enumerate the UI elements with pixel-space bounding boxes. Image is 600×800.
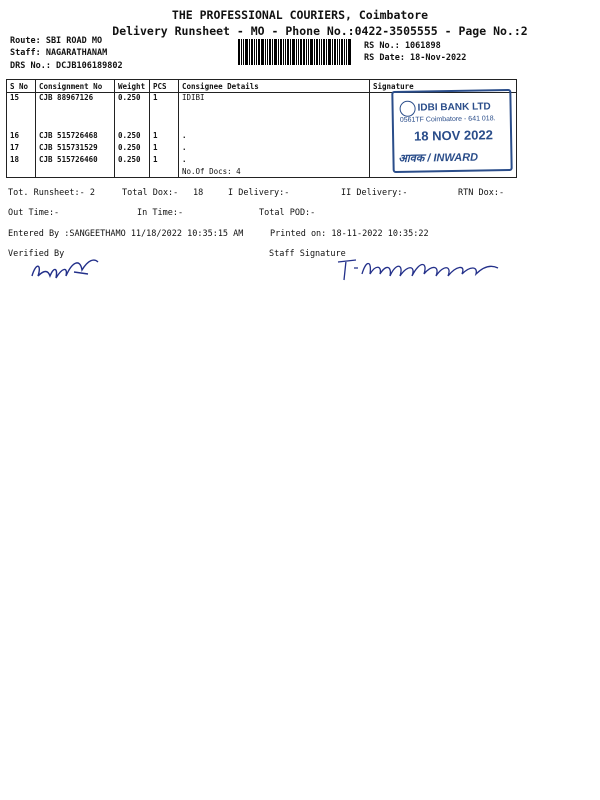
no-of-docs: No.Of Docs: 4 (179, 165, 370, 178)
cell-consignment: CJB 515726460 (36, 153, 115, 165)
cell-weight: 0.250 (115, 141, 150, 153)
tot-runsheet: Tot. Runsheet:- 2 (8, 188, 95, 198)
route-label: Route: SBI ROAD MO (10, 36, 103, 46)
cell-pcs: 1 (150, 129, 179, 141)
cell-sno: 17 (7, 141, 36, 153)
cell-weight: 0.250 (115, 93, 150, 130)
entered-by: Entered By :SANGEETHAMO 11/18/2022 10:35:15 AM (8, 229, 244, 239)
stamp-branch: 0561TF Coimbatore - 641 018. (399, 115, 496, 124)
cell-consignment (36, 165, 115, 178)
staff-signature-label: Staff Signature (269, 249, 346, 259)
cell-consignment: CJB 515731529 (36, 141, 115, 153)
out-time: Out Time:- (8, 208, 60, 218)
staff-label: Staff: NAGARATHANAM (10, 48, 108, 58)
stamp-bank-name: IDBI BANK LTD (417, 101, 491, 114)
verified-by-label: Verified By (8, 249, 65, 259)
verified-signature (28, 248, 108, 288)
cell-sno: 15 (7, 93, 36, 130)
col-header: S No (7, 80, 36, 93)
cell-details: . (179, 153, 370, 165)
bank-logo-icon (399, 101, 415, 117)
rtn-dox: RTN Dox:- (458, 188, 505, 198)
cell-details: IDIBI (179, 93, 370, 130)
printed-on: Printed on: 18-11-2022 10:35:22 (270, 229, 429, 239)
cell-pcs: 1 (150, 153, 179, 165)
col-header: Consignment No (36, 80, 115, 93)
total-dox-value: 18 (193, 188, 204, 198)
cell-weight (115, 165, 150, 178)
cell-consignment: CJB 88967126 (36, 93, 115, 130)
total-dox-label: Total Dox:- (122, 188, 179, 198)
col-header: Weight (115, 80, 150, 93)
cell-details: . (179, 129, 370, 141)
document-title: THE PROFESSIONAL COURIERS, Coimbatore (171, 8, 429, 22)
i-delivery: I Delivery:- (228, 188, 290, 198)
cell-pcs (150, 165, 179, 178)
drs-number: DRS No.: DCJB106189802 (10, 61, 123, 71)
cell-details: . (179, 141, 370, 153)
total-pod: Total POD:- (259, 208, 316, 218)
col-header: PCS (150, 80, 179, 93)
stamp-inward: आवक / INWARD (398, 151, 479, 165)
cell-sno (7, 165, 36, 178)
rs-number: RS No.: 1061898 (364, 41, 441, 51)
bank-inward-stamp (391, 89, 512, 173)
cell-weight: 0.250 (115, 129, 150, 141)
cell-pcs: 1 (150, 141, 179, 153)
cell-weight: 0.250 (115, 153, 150, 165)
cell-sno: 16 (7, 129, 36, 141)
col-header: Signature (370, 80, 517, 93)
cell-sno: 18 (7, 153, 36, 165)
ii-delivery: II Delivery:- (341, 188, 408, 198)
in-time: In Time:- (137, 208, 184, 218)
barcode (238, 39, 358, 65)
runsheet-subtitle: Delivery Runsheet - MO - Phone No.:0422-3505555 - Page No.:2 (112, 24, 528, 38)
col-header: Consignee Details (179, 80, 370, 93)
stamp-date: 18 NOV 2022 (413, 127, 493, 144)
rs-date: RS Date: 18-Nov-2022 (364, 53, 467, 63)
staff-signature (336, 256, 506, 284)
cell-pcs: 1 (150, 93, 179, 130)
cell-consignment: CJB 515726468 (36, 129, 115, 141)
